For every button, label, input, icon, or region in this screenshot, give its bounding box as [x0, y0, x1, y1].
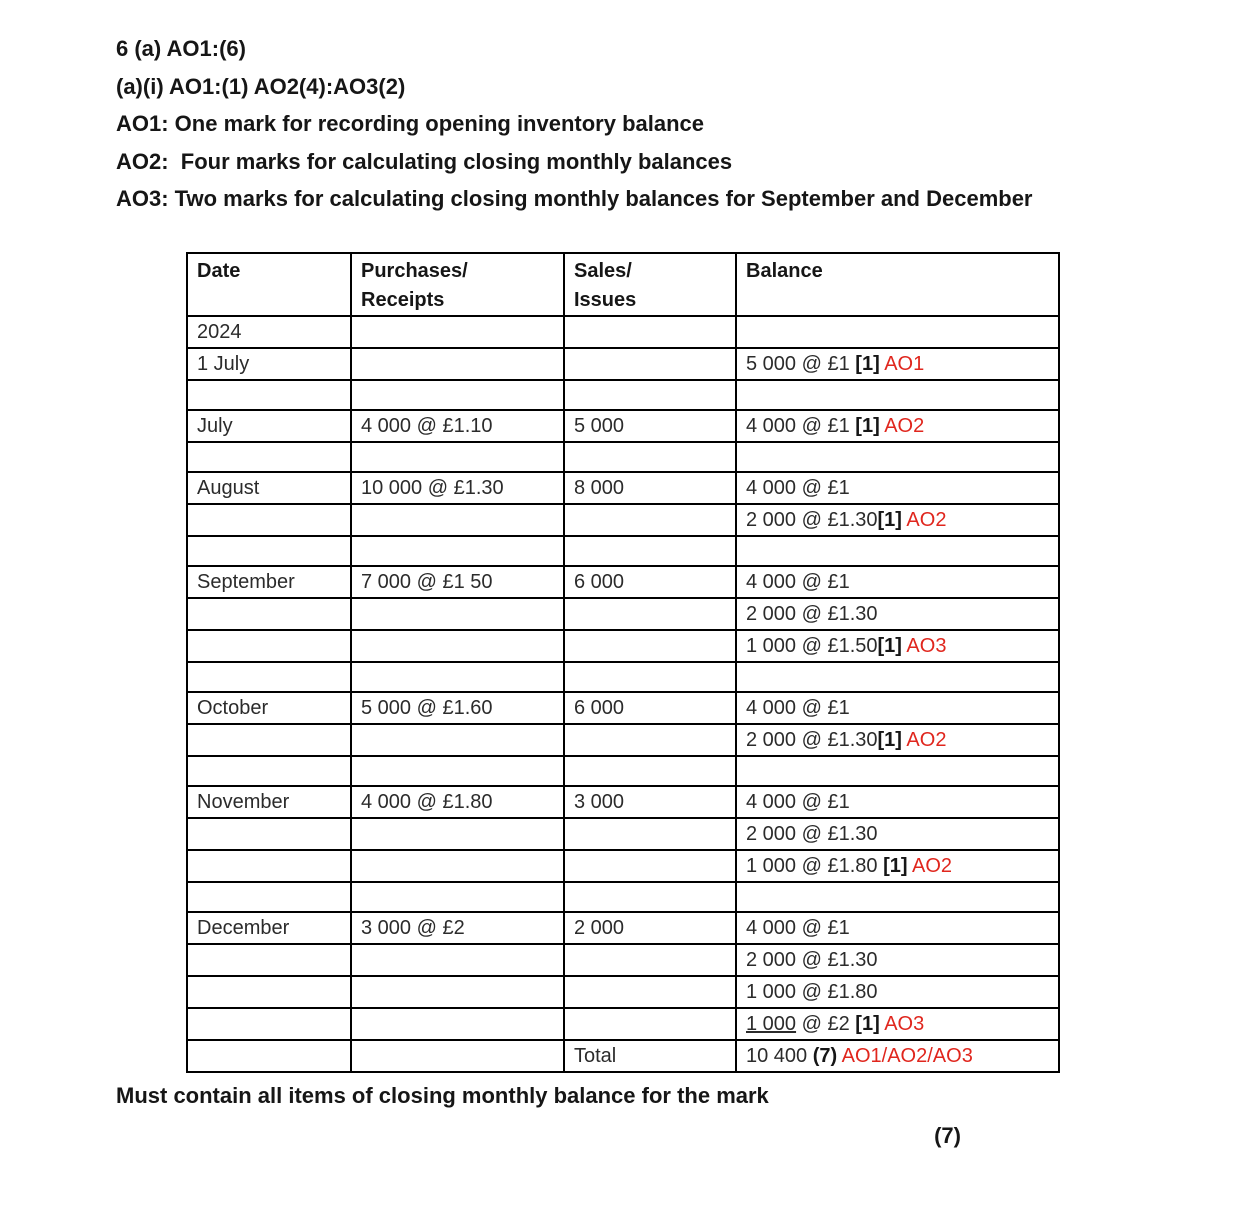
table-row [187, 786, 1059, 818]
column-header-line: Issues [574, 288, 637, 311]
table-row [187, 472, 1059, 504]
sales-cell [564, 536, 736, 566]
purchases-cell [351, 882, 564, 912]
sales-cell: 2 000 [564, 912, 736, 944]
table-row [187, 536, 1059, 566]
table-row [187, 566, 1059, 598]
date-cell [187, 598, 351, 630]
purchases-cell: 10 000 @ £1.30 [351, 472, 564, 504]
balance-text: 2 000 @ £1.30 [746, 948, 878, 971]
purchases-cell: 7 000 @ £1 50 [351, 566, 564, 598]
purchases-cell [351, 504, 564, 536]
header-line-mark-split: (a)(i) AO1:(1) AO2(4):AO3(2) [116, 73, 406, 99]
table-row [187, 818, 1059, 850]
balance-cell [736, 662, 1059, 692]
ao-label: AO2 [901, 728, 947, 751]
balance-cell [736, 536, 1059, 566]
date-cell: October [187, 692, 351, 724]
ao-label: AO1 [879, 352, 925, 375]
sales-cell [564, 316, 736, 348]
ao-label: AO3 [901, 634, 947, 657]
balance-text: 4 000 @ £1 [746, 476, 850, 499]
column-header-sales [564, 253, 736, 316]
sales-cell [564, 380, 736, 410]
footer-note: Must contain all items of closing monthly balance for the mark [116, 1082, 769, 1108]
ao-label: AO2 [879, 414, 925, 437]
column-header-line: Purchases/ [361, 259, 468, 282]
purchases-cell [351, 1040, 564, 1072]
balance-cell [736, 504, 1059, 536]
table-row [187, 944, 1059, 976]
date-cell [187, 1040, 351, 1072]
sales-cell [564, 818, 736, 850]
table-row [187, 756, 1059, 786]
table-row [187, 348, 1059, 380]
sales-cell [564, 662, 736, 692]
date-cell [187, 630, 351, 662]
purchases-cell: 3 000 @ £2 [351, 912, 564, 944]
balance-cell [736, 472, 1059, 504]
purchases-cell [351, 630, 564, 662]
balance-cell [736, 976, 1059, 1008]
sales-cell: Total [564, 1040, 736, 1072]
sales-cell [564, 442, 736, 472]
purchases-cell [351, 442, 564, 472]
table-body [187, 316, 1059, 1072]
date-cell [187, 850, 351, 882]
sales-cell [564, 630, 736, 662]
table-row [187, 630, 1059, 662]
date-cell: August [187, 472, 351, 504]
balance-text: 2 000 @ £1.30 [746, 508, 878, 531]
sales-cell [564, 850, 736, 882]
purchases-cell: 4 000 @ £1.10 [351, 410, 564, 442]
table-row [187, 1008, 1059, 1040]
column-header-line: Date [197, 259, 241, 282]
balance-cell [736, 850, 1059, 882]
column-header-balance [736, 253, 1059, 316]
mark-label: [1] [877, 634, 902, 657]
table-row [187, 410, 1059, 442]
balance-cell [736, 566, 1059, 598]
sales-cell [564, 598, 736, 630]
balance-cell [736, 380, 1059, 410]
date-cell [187, 756, 351, 786]
date-cell: September [187, 566, 351, 598]
balance-cell [736, 692, 1059, 724]
purchases-cell: 4 000 @ £1.80 [351, 786, 564, 818]
date-cell [187, 380, 351, 410]
purchases-cell [351, 316, 564, 348]
balance-cell [736, 756, 1059, 786]
balance-cell [736, 818, 1059, 850]
table-row [187, 598, 1059, 630]
table-row [187, 316, 1059, 348]
balance-cell [736, 1008, 1059, 1040]
balance-cell [736, 944, 1059, 976]
purchases-cell [351, 536, 564, 566]
table-row [187, 976, 1059, 1008]
balance-text: 2 000 @ £1.30 [746, 822, 878, 845]
mark-label: [1] [877, 508, 902, 531]
header-block [116, 30, 1204, 218]
ao-label: AO2 [907, 854, 953, 877]
balance-text: 2 000 @ £1.30 [746, 602, 878, 625]
table-header [187, 253, 1059, 316]
header-line-ao3: AO3: Two marks for calculating closing monthly balances for September and December [116, 186, 1033, 211]
ao-label: AO1/AO2/AO3 [837, 1044, 973, 1067]
balance-cell [736, 410, 1059, 442]
purchases-cell [351, 756, 564, 786]
date-cell [187, 662, 351, 692]
date-cell [187, 818, 351, 850]
balance-text: 1 000 @ £1.50 [746, 634, 878, 657]
balance-text: @ £2 [796, 1012, 856, 1035]
purchases-cell [351, 598, 564, 630]
date-cell: December [187, 912, 351, 944]
balance-text: 5 000 @ £1 [746, 352, 856, 375]
balance-text: 4 000 @ £1 [746, 696, 850, 719]
column-header-line: Sales/ [574, 259, 632, 282]
table-row [187, 662, 1059, 692]
total-marks: (7) [934, 1122, 961, 1148]
column-header-line: Receipts [361, 288, 445, 311]
date-cell: July [187, 410, 351, 442]
date-cell [187, 504, 351, 536]
column-header-purchases [351, 253, 564, 316]
table-header-row [187, 253, 1059, 316]
balance-cell [736, 442, 1059, 472]
sales-cell: 8 000 [564, 472, 736, 504]
mark-label: [1] [877, 728, 902, 751]
date-cell [187, 976, 351, 1008]
purchases-cell [351, 662, 564, 692]
purchases-cell [351, 976, 564, 1008]
purchases-cell [351, 1008, 564, 1040]
balance-text: 10 400 [746, 1044, 813, 1067]
header-line-question-ref: 6 (a) AO1:(6) [116, 36, 246, 61]
balance-text: 4 000 @ £1 [746, 570, 850, 593]
balance-text: 4 000 @ £1 [746, 414, 856, 437]
mark-label: [1] [855, 352, 880, 375]
balance-text: 1 000 [746, 1012, 797, 1035]
balance-text: 2 000 @ £1.30 [746, 728, 878, 751]
table-row [187, 380, 1059, 410]
sales-cell [564, 756, 736, 786]
table-row [187, 850, 1059, 882]
sales-cell [564, 504, 736, 536]
date-cell: 2024 [187, 316, 351, 348]
sales-cell [564, 882, 736, 912]
date-cell [187, 944, 351, 976]
header-line-ao2: AO2: Four marks for calculating closing monthly balances [116, 148, 733, 174]
balance-text: 4 000 @ £1 [746, 916, 850, 939]
mark-label: [1] [883, 854, 908, 877]
header-line-ao1: AO1: One mark for recording opening inventory balance [116, 111, 705, 136]
sales-cell [564, 348, 736, 380]
sales-cell [564, 976, 736, 1008]
table-row [187, 724, 1059, 756]
balance-text: 4 000 @ £1 [746, 790, 850, 813]
date-cell [187, 724, 351, 756]
balance-cell [736, 348, 1059, 380]
purchases-cell [351, 348, 564, 380]
date-cell [187, 1008, 351, 1040]
table-row [187, 692, 1059, 724]
purchases-cell [351, 818, 564, 850]
ao-label: AO3 [879, 1012, 925, 1035]
date-cell: November [187, 786, 351, 818]
mark-label: [1] [855, 414, 880, 437]
balance-cell [736, 786, 1059, 818]
ao-label: AO2 [901, 508, 947, 531]
table-row [187, 1040, 1059, 1072]
table-row [187, 504, 1059, 536]
mark-label: [1] [855, 1012, 880, 1035]
purchases-cell [351, 944, 564, 976]
purchases-cell: 5 000 @ £1.60 [351, 692, 564, 724]
column-header-date [187, 253, 351, 316]
table-row [187, 442, 1059, 472]
balance-text: 1 000 @ £1.80 [746, 980, 878, 1003]
date-cell [187, 536, 351, 566]
sales-cell [564, 1008, 736, 1040]
balance-cell [736, 724, 1059, 756]
mark-label: (7) [812, 1044, 838, 1067]
balance-cell [736, 1040, 1059, 1072]
purchases-cell [351, 724, 564, 756]
sales-cell: 3 000 [564, 786, 736, 818]
balance-text: 1 000 @ £1.80 [746, 854, 884, 877]
table-row [187, 882, 1059, 912]
balance-cell [736, 316, 1059, 348]
balance-cell [736, 882, 1059, 912]
date-cell [187, 442, 351, 472]
sales-cell: 5 000 [564, 410, 736, 442]
balance-cell [736, 598, 1059, 630]
balance-cell [736, 912, 1059, 944]
purchases-cell [351, 850, 564, 882]
column-header-line: Balance [746, 259, 823, 282]
date-cell: 1 July [187, 348, 351, 380]
sales-cell: 6 000 [564, 566, 736, 598]
table-row [187, 912, 1059, 944]
sales-cell: 6 000 [564, 692, 736, 724]
balance-cell [736, 630, 1059, 662]
purchases-cell [351, 380, 564, 410]
sales-cell [564, 944, 736, 976]
inventory-mark-table [186, 252, 1060, 1073]
sales-cell [564, 724, 736, 756]
date-cell [187, 882, 351, 912]
